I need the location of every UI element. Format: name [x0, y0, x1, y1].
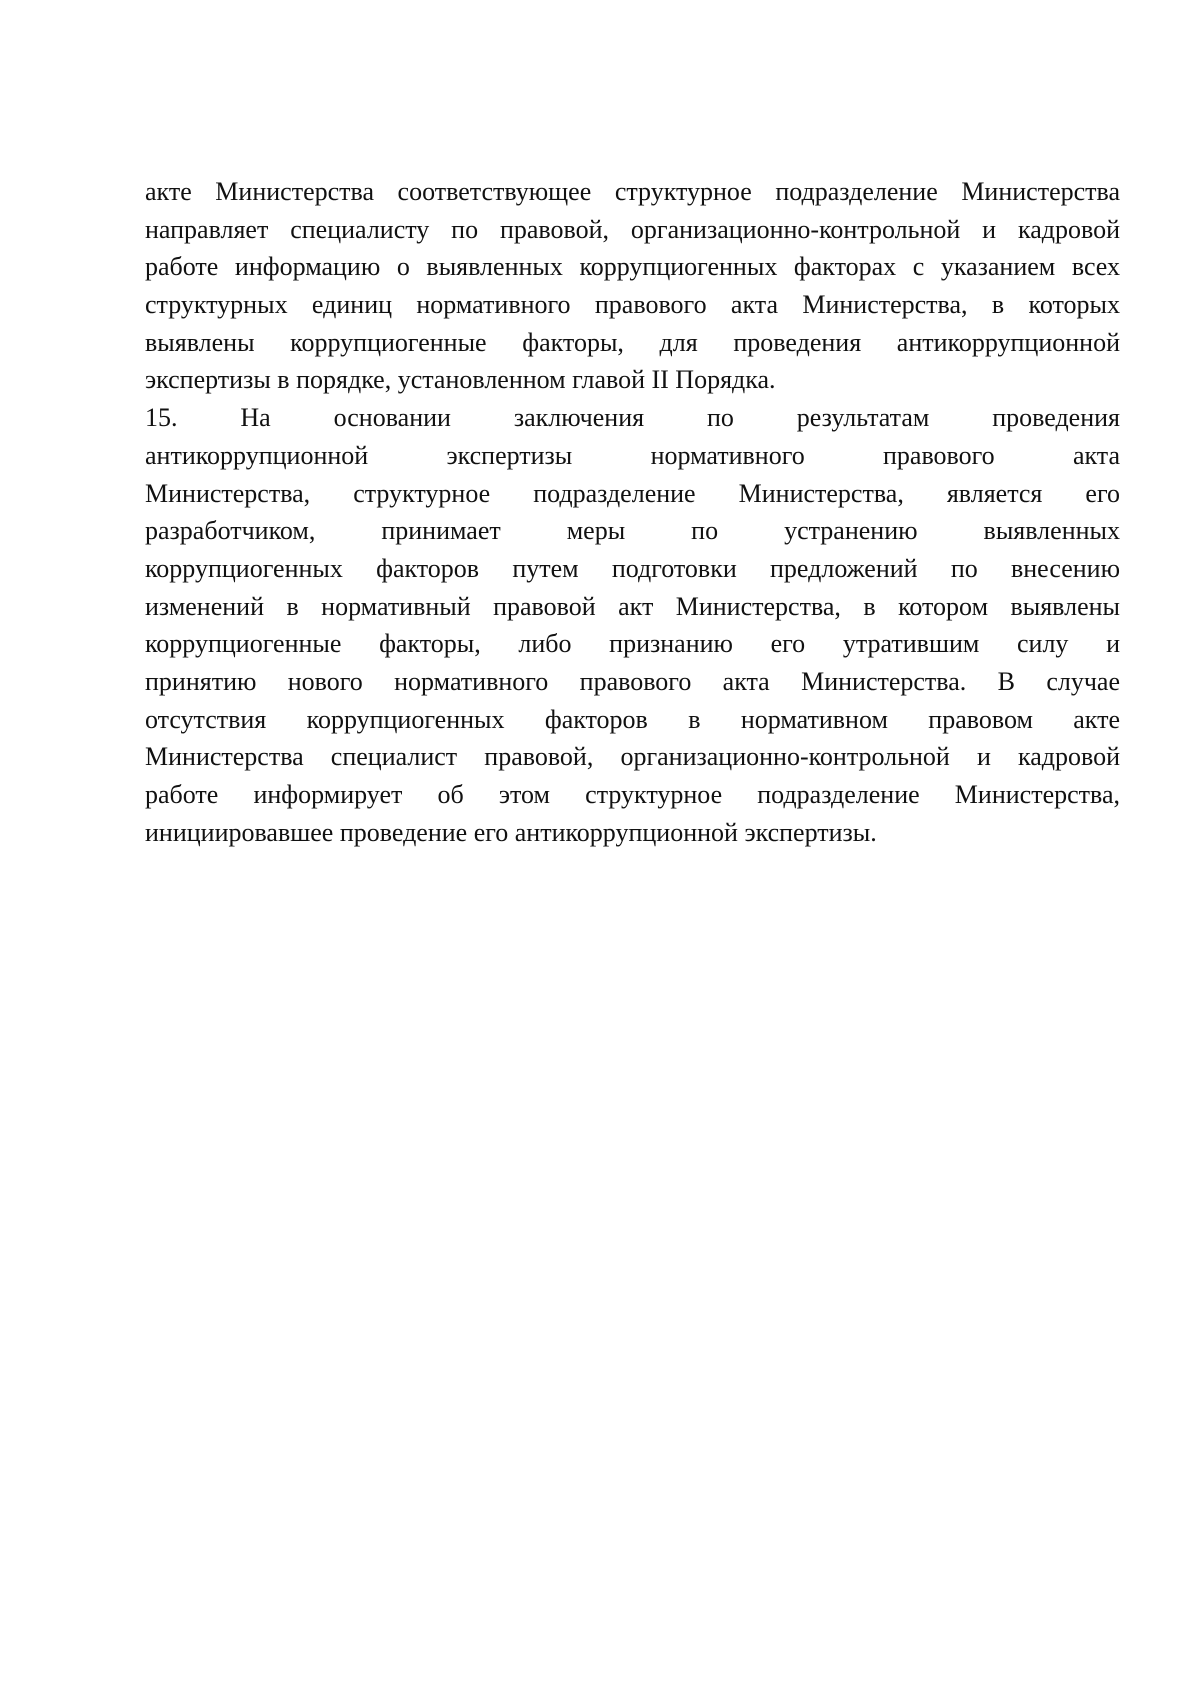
text-line: акте Министерства соответствующее структурное подразделение Министерства [145, 177, 1120, 206]
text-line: работе информацию о выявленных коррупциогенных факторах с указанием всех [145, 252, 1120, 282]
text-line: коррупциогенные факторы, либо признанию его утратившим силу и [145, 629, 1120, 659]
text-line: антикоррупционной экспертизы нормативного правового акта [145, 440, 1120, 470]
text-line: работе информирует об этом структурное подразделение Министерства, [145, 780, 1120, 809]
text-line: направляет специалисту по правовой, организационно-контрольной и кадровой [145, 214, 1120, 244]
text-line: отсутствия коррупциогенных факторов в нормативном правовом акте [145, 704, 1120, 734]
text-line: Министерства, структурное подразделение Министерства, является его [145, 478, 1120, 508]
text-line: изменений в нормативный правовой акт Министерства, в котором выявлены [145, 591, 1120, 621]
text-line: Министерства специалист правовой, организационно-контрольной и кадровой [145, 742, 1120, 772]
text-line: коррупциогенных факторов путем подготовки предложений по внесению [145, 553, 1120, 583]
text-line: инициировавшее проведение его антикоррупционной экспертизы. [145, 817, 877, 847]
text-line: структурных единиц нормативного правового акта Министерства, в которых [145, 290, 1120, 320]
paragraph-15 [145, 399, 1120, 851]
paragraph-14-continuation [145, 173, 1120, 399]
text-line: принятию нового нормативного правового акта Министерства. В случае [145, 666, 1120, 696]
text-line: 15. На основании заключения по результатам проведения [145, 403, 1120, 433]
document-body [145, 173, 1120, 851]
text-line: экспертизы в порядке, установленном главой II Порядка. [145, 365, 776, 395]
text-line: разработчиком, принимает меры по устранению выявленных [145, 516, 1120, 546]
text-line: выявлены коррупциогенные факторы, для проведения антикоррупционной [145, 327, 1120, 357]
